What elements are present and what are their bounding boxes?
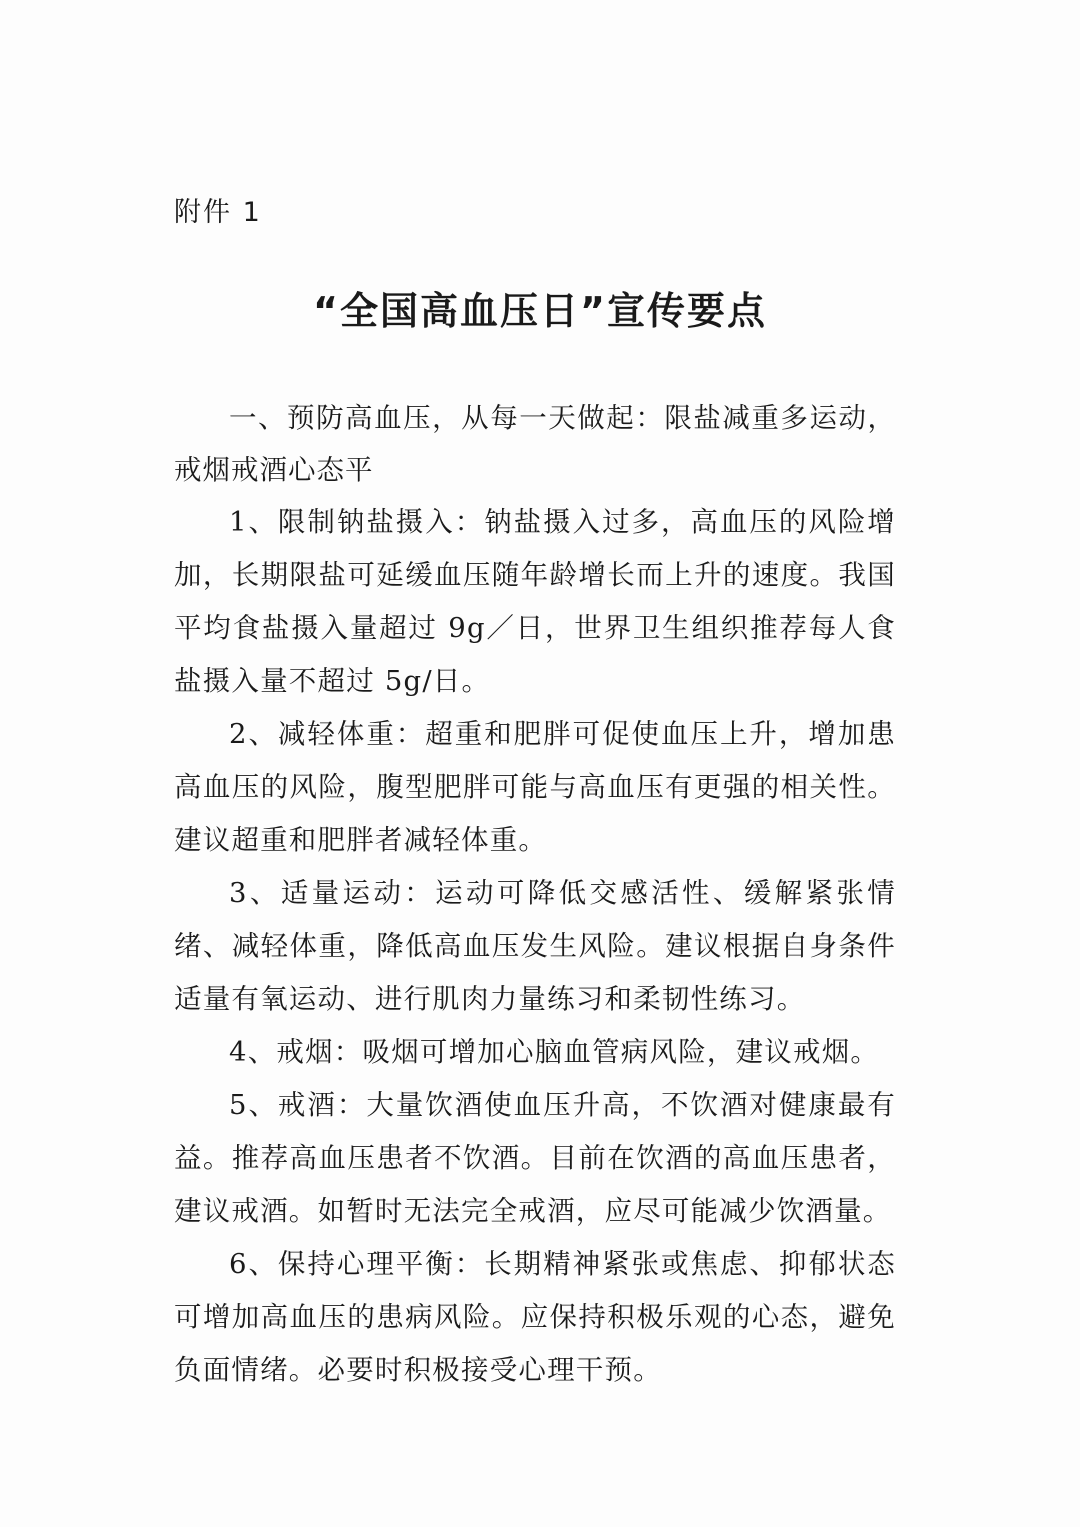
paragraph-alcohol: 5、戒酒：大量饮酒使血压升高，不饮酒对健康最有益。推荐高血压患者不饮酒。目前在饮酒的高血压患者，建议戒酒。如暂时无法完全戒酒，应尽可能减少饮酒量。 (174, 1089, 896, 1227)
document-title: “全国高血压日”宣传要点 (313, 289, 767, 333)
section-heading: 一、预防高血压，从每一天做起：限盐减重多运动，戒烟戒酒心态平 (174, 402, 896, 486)
document-body (174, 392, 896, 1397)
paragraph-smoking: 4、戒烟：吸烟可增加心脑血管病风险，建议戒烟。 (229, 1036, 880, 1068)
paragraph-exercise: 3、适量运动：运动可降低交感活性、缓解紧张情绪、减轻体重，降低高血压发生风险。建议根据自身条件适量有氧运动、进行肌肉力量练习和柔韧性练习。 (174, 877, 896, 1015)
paragraph-mental-health: 6、保持心理平衡：长期精神紧张或焦虑、抑郁状态可增加高血压的患病风险。应保持积极乐观的心态，避免负面情绪。必要时积极接受心理干预。 (174, 1248, 896, 1386)
paragraph-weight: 2、减轻体重：超重和肥胖可促使血压上升，增加患高血压的风险，腹型肥胖可能与高血压有更强的相关性。建议超重和肥胖者减轻体重。 (174, 718, 896, 856)
paragraph-salt: 1、限制钠盐摄入：钠盐摄入过多，高血压的风险增加，长期限盐可延缓血压随年龄增长而上升的速度。我国平均食盐摄入量超过 9g／日，世界卫生组织推荐每人食盐摄入量不超过 5g/日。 (174, 506, 896, 697)
attachment-label: 附件 1 (174, 197, 262, 228)
